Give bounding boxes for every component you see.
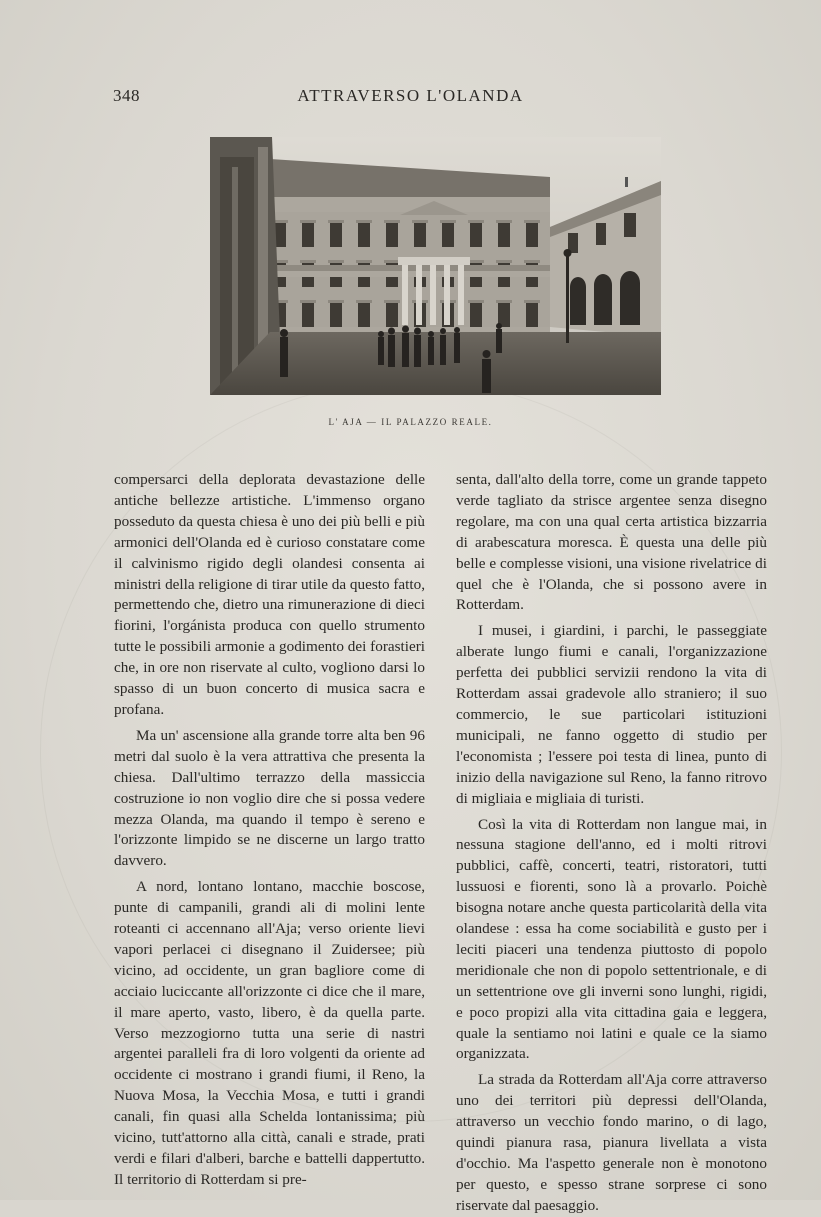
paragraph: Ma un' ascensione alla grande torre alta ben 96 metri dal suolo è la vera attrattiva che presenta la chiesa. Dall'ultimo terrazzo della massiccia costruzione io non voglio dire che si possa vedere mezza Olanda, ma quando il tempo è sereno e l'orizzonte limpido se ne discerne un largo tratto davvero.	[114, 726, 425, 870]
paragraph: I musei, i giardini, i parchi, le passeggiate alberate lungo fiumi e canali, l'organizzazione perfetta dei pubblici servizii rendono la vita di Rotterdam assai gradevole allo straniero; il suo commercio, le sue particolari istituzioni municipali, ne fanno oggetto di studio per l'economista ; l'essere poi testa di linea, punto di inizio della navigazione sul Reno, la fanno ritrovo di migliaia e migliaia di turisti.	[456, 622, 767, 807]
page-number: 348	[113, 86, 140, 105]
paragraph: Così la vita di Rotterdam non langue mai, in nessuna stagione dell'anno, ed i molti ritrovi pubblici, caffè, concerti, teatri, ristoratori, tutti lussuosi e fiorenti, sono là a provarlo. Poichè bisogna notare anche questa particolarità della vita olandese : essa ha come sociabilità e gusto per i leciti piaceri una tendenza piuttosto di popolo meridionale che non di popolo settentrionale, e di un settentrione ove gli inverni sono lunghi, rigidi, e poco propizi alla vita cittadina gaia e leggera, quale la sentiamo noi latini e quale ce la siamo organizzata.	[456, 815, 767, 1063]
palace-illustration	[210, 137, 661, 395]
palace-photograph	[210, 137, 661, 395]
paragraph: La strada da Rotterdam all'Aja corre attraverso uno dei territori più depressi dell'Olanda, attraverso un vecchio fondo marino, o di lago, quindi pianura rasa, pianura livellata a vista d'occhio. Ma l'aspetto generale non è monotono per questo, e spesso strane sorprese ci sono riservate dal paesaggio.	[456, 1071, 767, 1214]
paragraph: compersarci della deplorata devastazione delle antiche bellezze artistiche. L'immenso organo posseduto da questa chiesa è uno dei più belli e più armonici dell'Olanda ed è curioso constatare come il calvinismo rigido degli olandesi consenta ai ministri della religione di tirar utile da questo fatto, permettendo che, dietro una rimunerazione di dieci fiorini, l'orgánista produca con quello strumento tutte le possibili armonie a godimento dei forastieri che, in ore non riservate al culto, vogliono darsi lo spasso di un buon concerto di musica sacra e profana.	[114, 471, 425, 718]
figure-caption: L' AJA — IL PALAZZO REALE.	[328, 417, 493, 427]
paragraph: senta, dall'alto della torre, come un grande tappeto verde tagliato da strisce argentee senza disegno regolare, ma con una qual certa artistica bizzarria di arabescatura moresca. È questa una delle più belle e complesse visioni, una visione rivelatrice di quel che è l'Olanda, che si possono avere in Rotterdam.	[456, 471, 767, 614]
text-column-right	[456, 470, 767, 1217]
text-column-left	[114, 470, 425, 1191]
running-title: ATTRAVERSO L'OLANDA	[297, 86, 524, 105]
paragraph: A nord, lontano lontano, macchie boscose, punte di campanili, grandi ali di molini lente roteanti ci accennano all'Aja; verso oriente lievi vapori perlacei ci disegnano il Zuidersee; più vicino, ad occidente, un gran bagliore come di acciaio luciccante all'orizzonte ci dice che il mare, il mare aperto, vasto, libero, è da quella parte. Verso mezzogiorno tutta una serie di nastri argentei paralleli fra di loro volgenti da oriente ad occidente ci mostrano i grandi fiumi, il Reno, la Nuova Mosa, la Vecchia Mosa, e tutti i grandi canali, fin quasi alla Schelda lontanissima; più vicino, tutt'attorno alla città, canali e strade, prati verdi e filari d'alberi, barche e battelli dappertutto. Il territorio di Rotterdam si pre-	[114, 878, 425, 1188]
